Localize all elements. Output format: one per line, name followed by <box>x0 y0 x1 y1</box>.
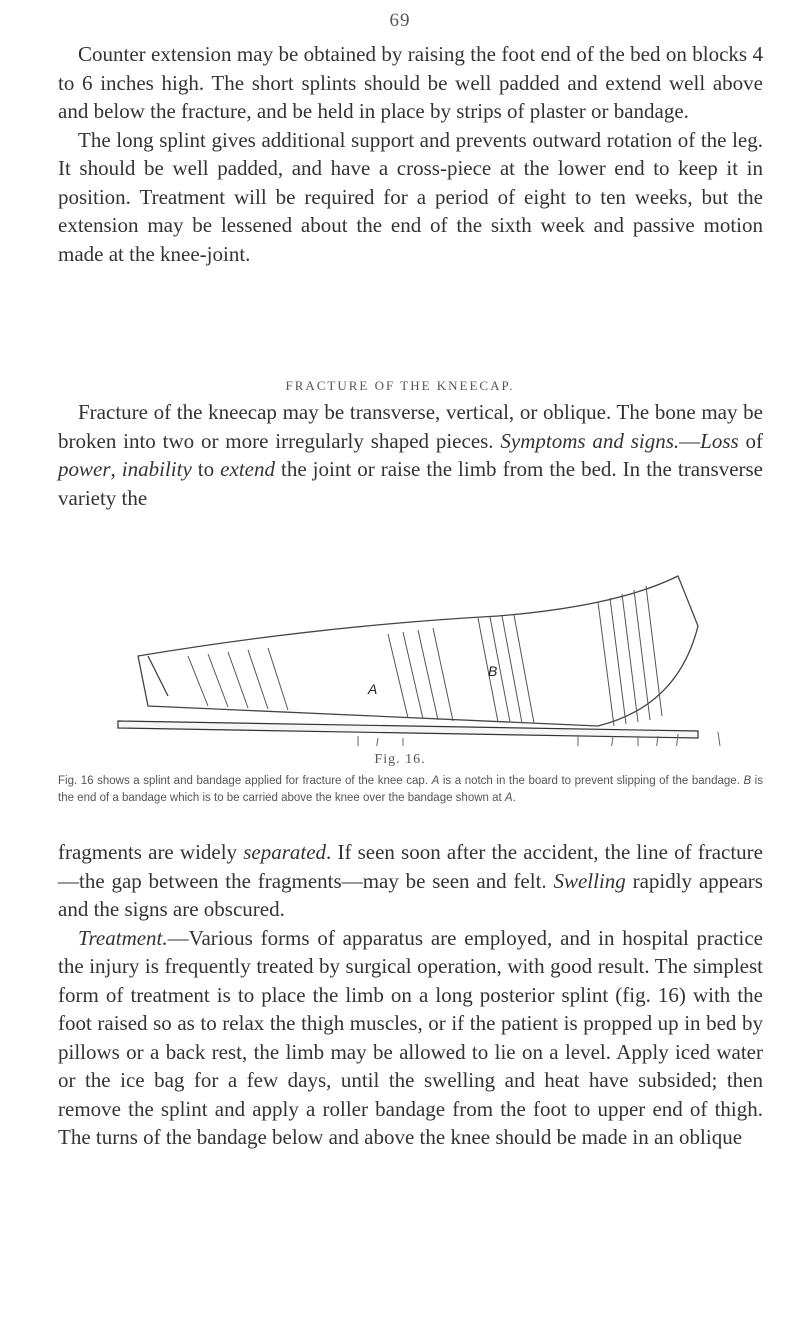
paragraph-long-splint: The long splint gives additional support and prevents outward rotation of the leg. It should be well padded, and have a cross-piece at the lower end to keep it in position. Treatment will be required for a period of eight to ten weeks, but the extension may be lessened about the end of the sixth week and passive motion made at the knee-joint. <box>58 127 763 266</box>
leg-outline <box>138 576 698 726</box>
page-number: 69 <box>389 10 411 31</box>
caption-end: . <box>512 792 516 804</box>
to-text: to <box>191 457 221 481</box>
splint-board <box>118 721 698 738</box>
kneecap-rest: the joint or raise the limb from the bed. In the transverse variety the <box>58 457 764 510</box>
body-text-kneecap <box>58 398 763 512</box>
figure-splint-illustration <box>58 506 762 746</box>
paragraph-treatment <box>58 924 763 1152</box>
figure-letter-a: A <box>368 681 378 697</box>
body-text-top <box>58 40 763 268</box>
fragments-end: . If seen soon after the accident, the line of fracture—the gap between the fragments—may be seen and felt. <box>58 840 763 893</box>
figure-label: Fig. 16. <box>374 752 426 767</box>
fragments-end2: rapidly appears and the signs are obscured. <box>58 868 763 921</box>
swelling-term: Swelling <box>553 868 626 893</box>
paragraph-fragments <box>58 838 763 924</box>
caption-start: Fig. 16 shows a splint and bandage applied for fracture of the knee cap. <box>58 775 432 787</box>
kneecap-intro: Fracture of the kneecap may be transverse, vertical, or oblique. The bone may be broken into two or more irregularly shaped pieces. <box>58 400 763 453</box>
figure-letter-b: B <box>488 663 498 679</box>
bandage-hatching <box>188 586 662 726</box>
inability-term: inability <box>121 457 192 481</box>
splint-drawing <box>58 506 762 746</box>
symptoms-label: Symptoms and signs. <box>500 428 680 453</box>
figure-caption <box>58 773 763 807</box>
section-heading: FRACTURE OF THE KNEECAP. <box>285 378 515 393</box>
treatment-body: Various forms of apparatus are employed, and in hospital practice the injury is frequently treated by surgical operation, with good result. The simplest form of treatment is to place the limb on a long posterior splint (fig. 16) with the foot raised so as to relax the thigh muscles, or if the patient is propped up in bed by pillows or a back rest, the limb may be allowed to lie on a level. Apply iced water or the ice bag for a few days, until the swelling and heat have subsided; then remove the splint and apply a roller bandage from the foot to upper end of thigh. The turns of the bandage below and above the knee should be made in an oblique <box>58 925 763 1149</box>
of-text: of <box>738 428 763 453</box>
power-term: power <box>58 457 111 481</box>
paragraph-kneecap-intro <box>58 398 763 512</box>
caption-mid2: is the end of a bandage which is to be carried above the knee over the bandage shown at <box>58 775 763 804</box>
caption-letter-a: A <box>431 775 440 787</box>
caption-letter-a2: A <box>504 792 513 804</box>
extend-term: extend <box>220 457 275 481</box>
caption-mid: is a notch in the board to prevent slipping of the bandage. <box>439 775 744 787</box>
dash: — <box>679 428 701 453</box>
loss-label: Loss <box>700 428 739 453</box>
paragraph-counter-extension: Counter extension may be obtained by raising the foot end of the bed on blocks 4 to 6 inches high. The short splints should be well padded and extend well above and below the fracture, and be held in place by strips of plaster or bandage. <box>58 42 763 123</box>
separated-term: separated <box>243 840 327 864</box>
treatment-label: Treatment. <box>78 925 168 950</box>
caption-letter-b: B <box>743 775 752 787</box>
body-text-bottom <box>58 838 763 1152</box>
fragments-start: fragments are widely <box>58 840 244 864</box>
comma: , <box>110 457 122 481</box>
treatment-dash: — <box>167 925 189 950</box>
